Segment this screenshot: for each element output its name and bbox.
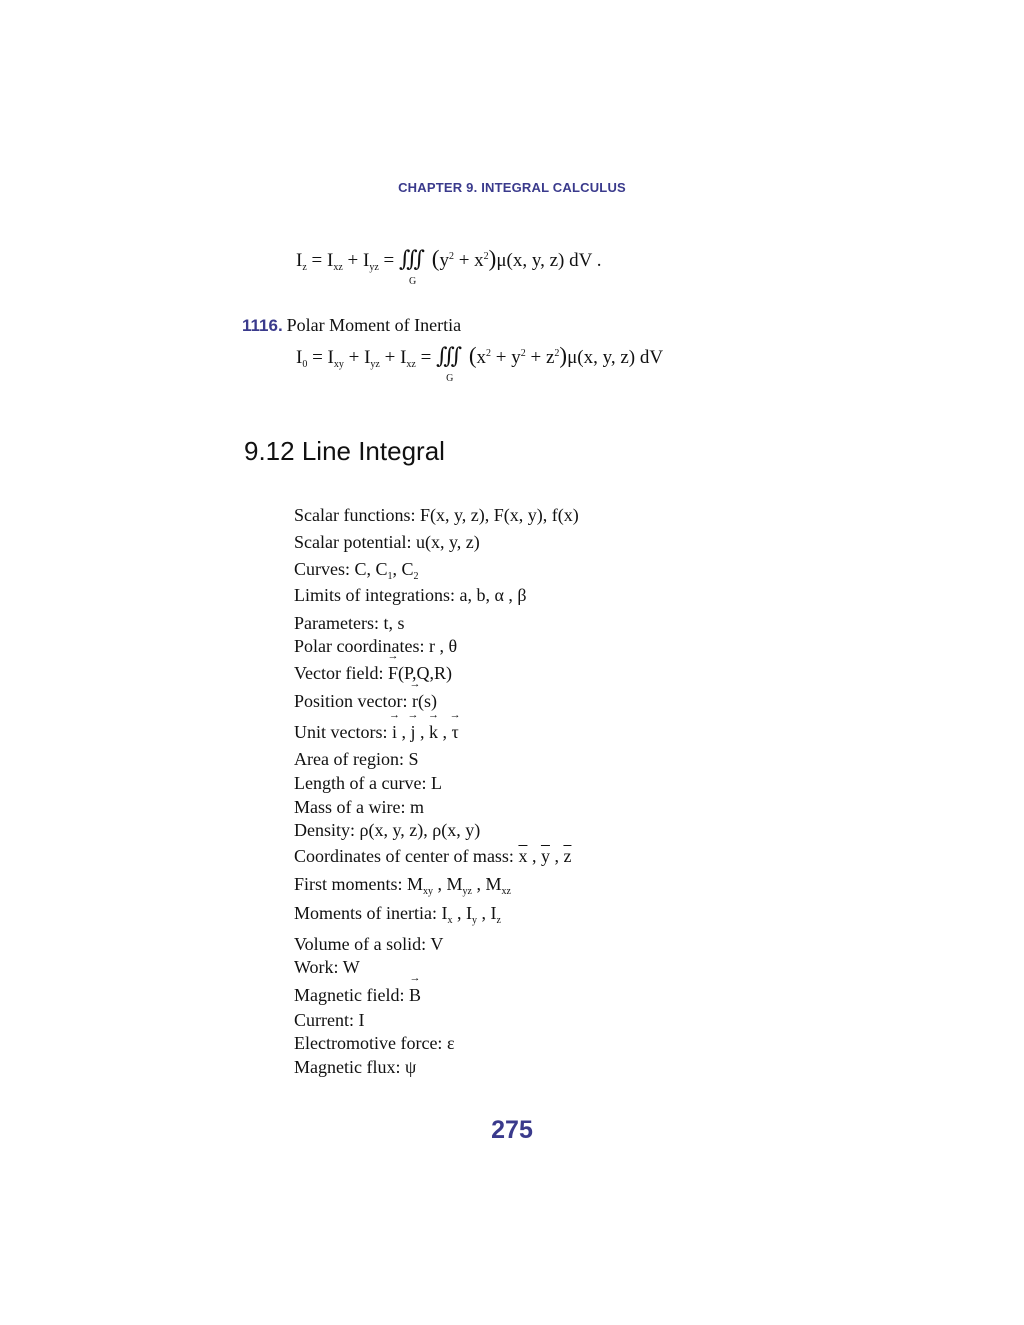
- notation-scalar-potential: Scalar potential: u(x, y, z): [294, 532, 480, 552]
- notation-vector-field: Vector field: → F(P,Q,R): [294, 663, 452, 684]
- equation-iz: $I_z = I_{xz} + I_{yz}$ = ∭ G $(y^2 + x^2)\mu(x$, y, z) dV .: [296, 246, 602, 287]
- notation-length: Length of a curve: L: [294, 773, 442, 793]
- notation-magnetic-flux: Magnetic flux: ψ: [294, 1057, 417, 1077]
- notation-work: Work: W: [294, 957, 360, 977]
- notation-emf: Electromotive force: ε: [294, 1033, 455, 1053]
- item-number: 1116.: [242, 316, 283, 335]
- vector-symbol: → F: [388, 663, 398, 684]
- notation-moments-of-inertia: Moments of inertia: $I_x$ , $I_y$ , $I_z$: [294, 903, 501, 926]
- notation-center-of-mass: Coordinates of center of mass: $\overline{x}$ , $\overline{y}$ , $\overline{z}$: [294, 846, 572, 866]
- equation-polar-moment: $I_0 = I_{xy} + I_{yz} + I_{xz}$ = ∭ G $(x^2 + y^2 + z^2)\mu(x$, y, z) dV: [296, 343, 664, 384]
- notation-volume: Volume of a solid: V: [294, 934, 444, 954]
- notation-current: Current: I: [294, 1010, 365, 1030]
- item-title: Polar Moment of Inertia: [286, 315, 462, 335]
- chapter-header: CHAPTER 9. INTEGRAL CALCULUS: [398, 180, 626, 195]
- notation-position-vector: Position vector: → r(s): [294, 691, 437, 712]
- notation-mass: Mass of a wire: m: [294, 797, 424, 817]
- notation-unit-vectors: Unit vectors: → i , → j , → k , → τ: [294, 722, 459, 743]
- triple-integral-symbol: ∭ G: [399, 246, 422, 287]
- triple-integral-symbol: ∭ G: [436, 343, 459, 384]
- vector-symbol: → B: [409, 985, 421, 1006]
- page-number: 275: [491, 1116, 533, 1144]
- notation-parameters: Parameters: t, s: [294, 613, 405, 633]
- vector-symbol: → r: [412, 691, 418, 712]
- section-title: 9.12 Line Integral: [244, 436, 445, 466]
- item-1116-heading: [242, 315, 461, 336]
- notation-area: Area of region: S: [294, 749, 419, 769]
- notation-polar-coordinates: Polar coordinates: r , θ: [294, 636, 458, 656]
- notation-scalar-functions: Scalar functions: F(x, y, z), F(x, y), f(x): [294, 505, 579, 525]
- notation-curves: Curves: C, $C_1$, $C_2$: [294, 559, 419, 582]
- notation-magnetic-field: Magnetic field: → B: [294, 985, 421, 1006]
- notation-limits: Limits of integrations: a, b, α , β: [294, 585, 527, 605]
- notation-first-moments: First moments: $M_{xy}$ , $M_{yz}$ , $M_{xz}$: [294, 874, 511, 897]
- notation-density: Density: ρ(x, y, z), ρ(x, y): [294, 820, 481, 840]
